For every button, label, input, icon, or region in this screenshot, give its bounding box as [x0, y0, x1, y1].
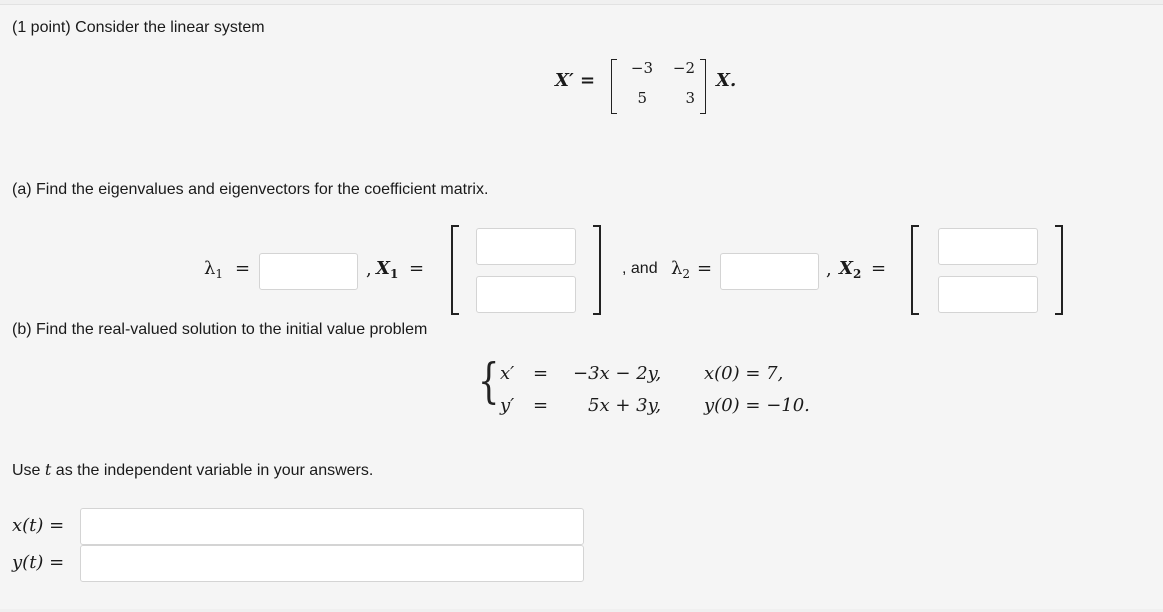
- yt-field[interactable]: [81, 546, 583, 581]
- X1-label: $X_1$: [376, 258, 399, 281]
- ivp-rhs-1: −3x − 2y,: [573, 363, 662, 384]
- lambda2-equals: =: [697, 258, 713, 279]
- ivp-ic-1: x(0) = 7,: [704, 363, 784, 384]
- ivp-left-brace: {: [478, 353, 500, 409]
- comma-2: ,: [826, 259, 832, 280]
- lambda1-input[interactable]: [259, 253, 358, 290]
- xt-input[interactable]: [80, 508, 584, 545]
- X1-bottom-field[interactable]: [477, 277, 575, 312]
- matrix-a11: −3: [630, 59, 653, 77]
- xt-field[interactable]: [81, 509, 583, 544]
- lambda2-input[interactable]: [720, 253, 819, 290]
- xt-label: x(t) =: [12, 515, 65, 536]
- yt-input[interactable]: [80, 545, 584, 582]
- ivp-eq-2: =: [533, 395, 549, 416]
- X2-top-input[interactable]: [938, 228, 1038, 265]
- X1-equals: =: [409, 258, 425, 279]
- problem-panel: [0, 4, 1163, 609]
- ivp-rhs-2: 5x + 3y,: [588, 395, 662, 416]
- system-rhs: X.: [716, 70, 737, 91]
- part-b-text: (b) Find the real-valued solution to the initial value problem: [12, 321, 428, 338]
- yt-label: y(t) =: [12, 552, 65, 573]
- X2-bottom-field[interactable]: [939, 277, 1037, 312]
- lambda1-field[interactable]: [260, 254, 357, 289]
- matrix-a21: 5: [637, 89, 647, 107]
- lambda2-label: $\lambda_2$: [671, 258, 691, 281]
- matrix-right-bracket: [700, 59, 706, 114]
- comma-1: ,: [366, 259, 372, 280]
- ivp-lhs-1: x′: [500, 363, 515, 384]
- lambda1-label: $\lambda_1$: [204, 258, 224, 281]
- X1-right-bracket: [593, 225, 601, 315]
- ivp-lhs-2: y′: [500, 395, 515, 416]
- X1-left-bracket: [451, 225, 459, 315]
- X2-bottom-input[interactable]: [938, 276, 1038, 313]
- matrix-a22: 3: [685, 89, 695, 107]
- part-a-text: (a) Find the eigenvalues and eigenvectors for the coefficient matrix.: [12, 181, 489, 198]
- ivp-ic-2: y(0) = −10.: [704, 395, 810, 416]
- lambda1-equals: =: [235, 258, 251, 279]
- X1-top-field[interactable]: [477, 229, 575, 264]
- intro-text: (1 point) Consider the linear system: [12, 19, 265, 36]
- system-lhs: X′ =: [555, 70, 596, 91]
- matrix-left-bracket: [611, 59, 617, 114]
- X1-top-input[interactable]: [476, 228, 576, 265]
- X2-right-bracket: [1055, 225, 1063, 315]
- use-t-text: Use t as the independent variable in your answers.: [12, 460, 374, 479]
- X2-top-field[interactable]: [939, 229, 1037, 264]
- X2-label: $X_2$: [839, 258, 862, 281]
- lambda2-field[interactable]: [721, 254, 818, 289]
- ivp-eq-1: =: [533, 363, 549, 384]
- X2-left-bracket: [911, 225, 919, 315]
- X1-bottom-input[interactable]: [476, 276, 576, 313]
- and-text: , and: [622, 260, 658, 277]
- matrix-a12: −2: [672, 59, 695, 77]
- X2-equals: =: [871, 258, 887, 279]
